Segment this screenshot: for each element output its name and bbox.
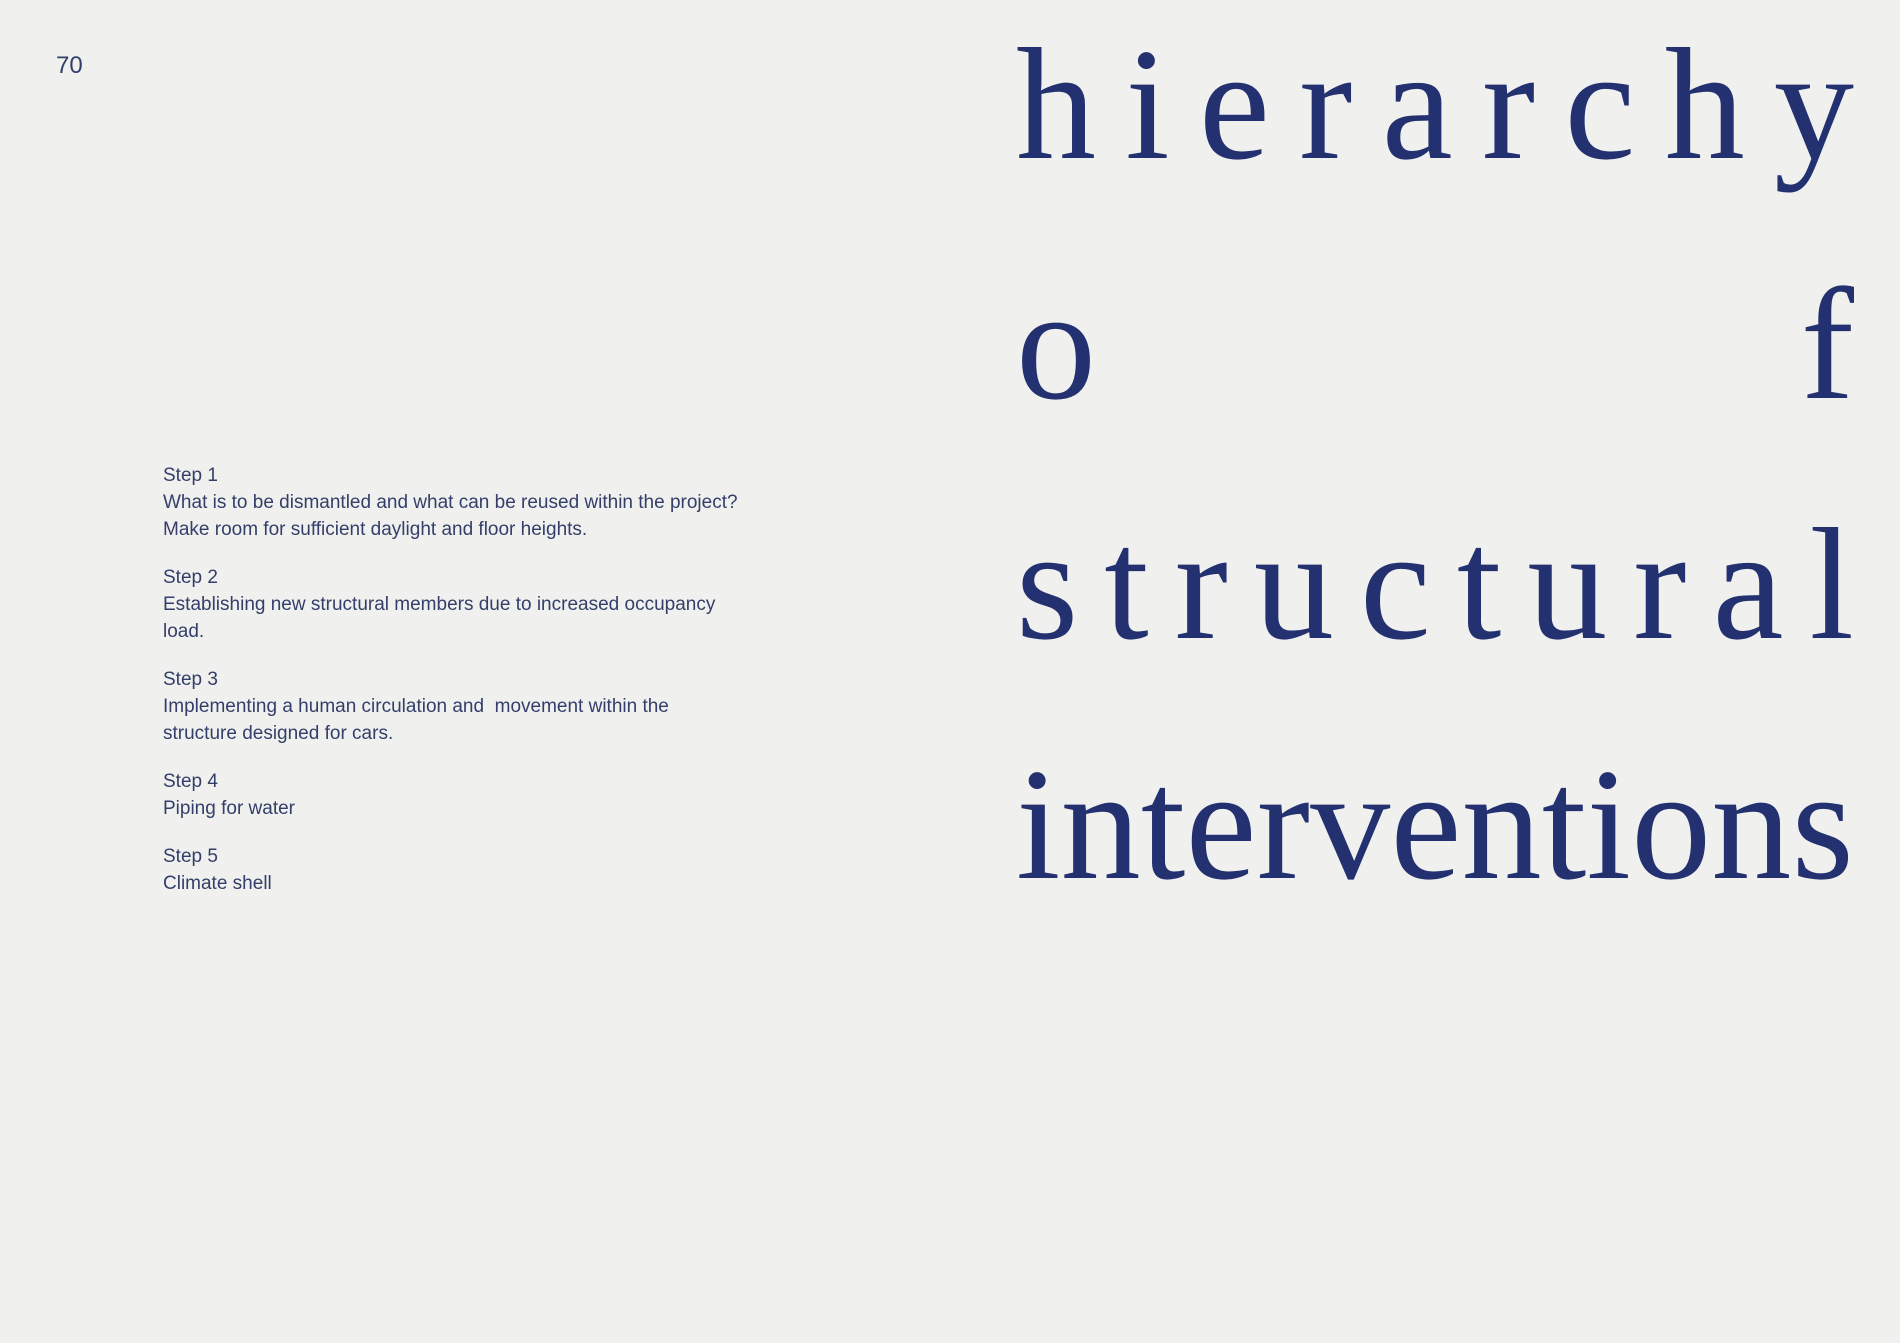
title-letter: e [1390,735,1462,913]
title-letter: f [1800,255,1854,433]
steps-list [163,462,873,918]
title-letter: c [1564,15,1636,193]
title-letter: t [1104,495,1149,673]
title-letter: y [1773,15,1854,193]
title-line [1016,464,1854,704]
step-description-line: What is to be dismantled and what can be reused within the project? [163,492,738,513]
title-letter: r [1481,15,1536,193]
title-letter: i [1586,735,1631,913]
step-item [163,768,873,822]
step-label: Step 4 [163,771,218,792]
title-letter: r [1299,15,1353,193]
title-letter: t [1456,495,1502,673]
step-item [163,843,873,897]
title-letter: a [1712,495,1784,673]
step-description-line: Establishing new structural members due to increased occupancy [163,594,716,615]
title-line [1016,0,1854,224]
title-letter: t [1140,735,1186,913]
title-letter: r [1633,495,1687,673]
step-item [163,666,873,747]
title-letter: u [1527,495,1608,673]
step-label: Step 3 [163,669,218,690]
step-description-line: Make room for sufficient daylight and floor heights. [163,519,588,540]
title-letter: l [1809,495,1854,673]
title-letter: h [1664,15,1745,193]
title-letter: e [1198,15,1270,193]
step-description-line: Piping for water [163,798,296,819]
step-description-line: structure designed for cars. [163,723,394,744]
title-letter: t [1541,735,1587,913]
page-number: 70 [56,52,83,79]
title-letter: n [1711,735,1792,913]
title-letter: r [1256,735,1311,913]
title-letter: h [1016,15,1096,193]
title-line [1016,704,1854,944]
step-label: Step 2 [163,567,218,588]
step-description-line: load. [163,621,205,642]
step-label: Step 1 [163,465,218,486]
title-block [1016,0,1854,944]
title-letter: i [1125,15,1170,193]
title-letter: o [1016,255,1096,433]
title-letter: v [1310,735,1391,913]
title-letter: i [1016,735,1061,913]
title-letter: s [1016,495,1079,673]
step-description-line: Climate shell [163,873,272,894]
title-letter: e [1185,735,1257,913]
step-item [163,564,873,645]
title-letter: n [1461,735,1542,913]
title-letter: u [1253,495,1334,673]
title-letter: s [1791,735,1854,913]
title-letter: o [1631,735,1712,913]
step-item [163,462,873,543]
title-letter: r [1174,495,1228,673]
title-letter: n [1060,735,1141,913]
title-line [1016,224,1854,464]
step-label: Step 5 [163,846,218,867]
title-letter: c [1359,495,1431,673]
step-description-line: Implementing a human circulation and movement within the [163,696,669,717]
title-letter: a [1381,15,1453,193]
